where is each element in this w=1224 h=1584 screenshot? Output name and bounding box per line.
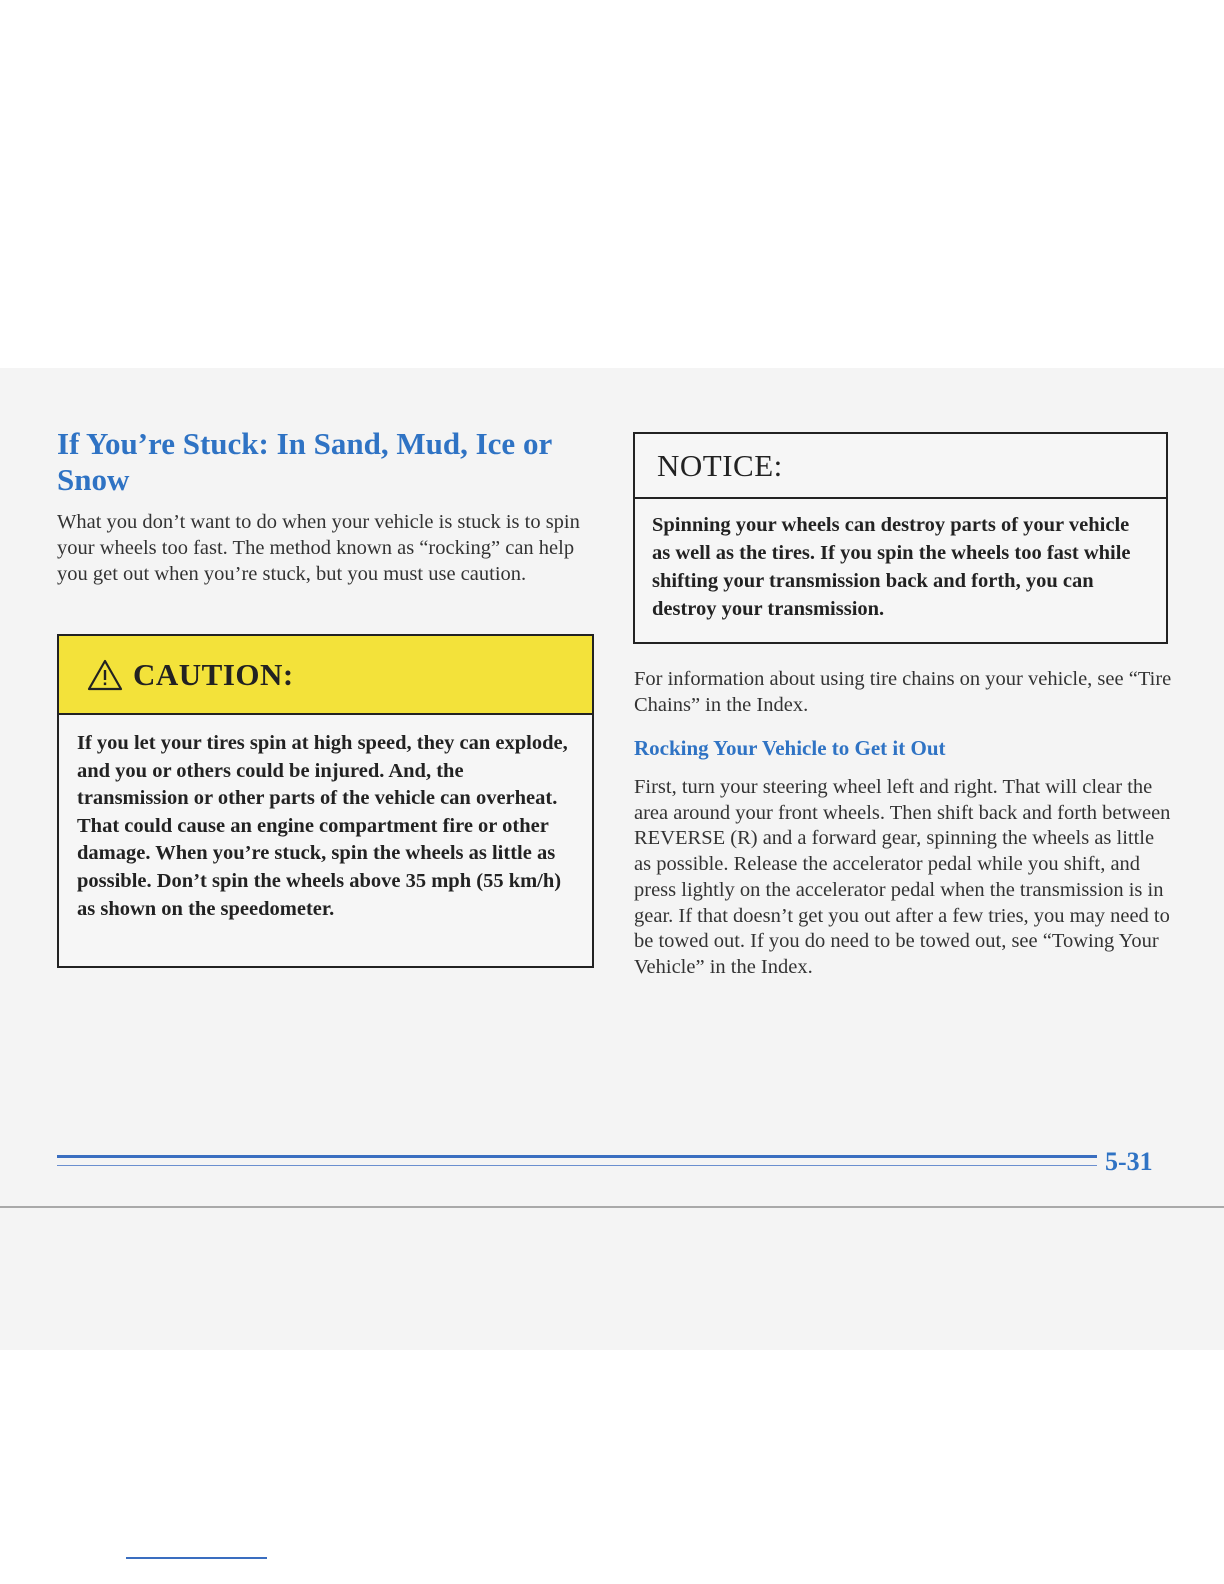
page-number: 5-31: [1105, 1147, 1153, 1176]
caution-header: [59, 636, 592, 715]
intro-paragraph: What you don’t want to do when your vehicle is stuck is to spin your wheels too fast. The method known as “rocking” can help you get out when you’re stuck, but you must use caution.: [57, 511, 580, 585]
rocking-subtitle: Rocking Your Vehicle to Get it Out: [634, 736, 946, 760]
caution-box: [57, 634, 594, 968]
caution-text: If you let your tires spin at high speed, they can explode, and you or others could be injured. And, the transmission or other parts of the vehicle can overheat. That could cause an engine compartment fire or other damage. When you’re stuck, spin the wheels as little as possible. Don’t spin the wheels above 35 mph (55 km/h) as shown on the speedometer.: [77, 732, 568, 920]
page-divider: [0, 1206, 1224, 1208]
caution-title: CAUTION:: [133, 656, 294, 692]
notice-text: Spinning your wheels can destroy parts of your vehicle as well as the tires. If you spin the wheels too fast while shifting your transmission back and forth, you can destroy your transmission.: [652, 514, 1131, 620]
tire-chains-paragraph: For information about using tire chains on your vehicle, see “Tire Chains” in the Index.: [634, 668, 1172, 716]
bottom-rule: [126, 1557, 267, 1559]
footer-rule: [57, 1155, 1097, 1158]
rocking-paragraph: First, turn your steering wheel left and right. That will clear the area around your front wheels. Then shift back and forth between REVERSE (R) and a forward gear, spinning the wheels as little as possible. Release the accelerator pedal while you shift, and press lightly on the accelerator pedal when the transmission is in gear. If that doesn’t get you out after a few tries, you may need to be towed out. If you do need to be towed out, see “Towing Your Vehicle” in the Index.: [634, 776, 1171, 978]
footer-rule-thin: [57, 1165, 1097, 1166]
warning-triangle-icon: [87, 659, 123, 691]
notice-box: [633, 432, 1168, 644]
notice-header: [635, 434, 1166, 499]
notice-title: NOTICE:: [657, 447, 783, 483]
section-title: If You’re Stuck: In Sand, Mud, Ice or Snow: [57, 426, 552, 497]
